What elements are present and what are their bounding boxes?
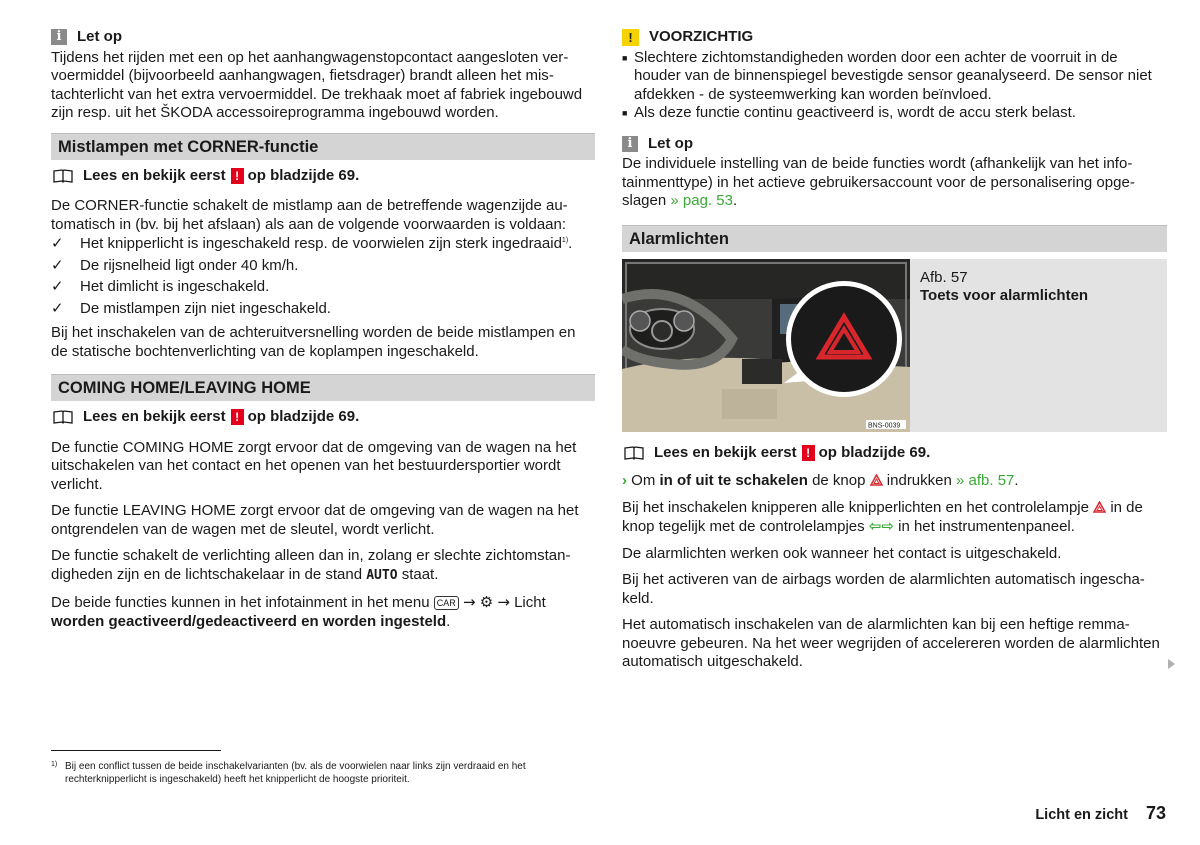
- list-item: ■ Als deze functie continu geactiveerd is, wordt de accu sterk belast.: [622, 104, 1076, 121]
- info-icon: i: [51, 29, 67, 45]
- dashboard-illustration: [622, 259, 910, 432]
- section-heading-alarmlichten: Alarmlichten: [622, 225, 1167, 252]
- figure-caption-block: [910, 259, 1088, 432]
- step-arrow-icon: ›: [622, 472, 627, 489]
- settings-gear-icon: ⚙: [479, 593, 494, 611]
- leaving-home-text: De functie LEAVING HOME zorgt ervoor dat de omgeving van de wagen na het ontgrendelen van de wagen met de sleutel, wordt verlicht.: [51, 502, 579, 538]
- note-body: Tijdens het rijden met een op het aanhangwagenstopcontact aangesloten vervoermiddel (bijvoorbeeld aanhangwagen, fietsdrager) brandt alleen het mistachterlicht van het extra vervoermiddel. De trekhaak moet af fabriek ingebouwd zijn resp. uit het ŠKODA accessoireprogramma ingebouwd worden.: [51, 48, 583, 121]
- dashboard-photo: [622, 259, 910, 432]
- alarm-p4: Het automatisch inschakelen van de alarmlichten kan bij een heftige remmanoeuvre gebeuren. Na het weer wegrijden of accelereren worden de alarmlichten automatisch uitgeschakeld.: [622, 616, 1160, 670]
- checkmark-icon: ✓: [51, 278, 64, 295]
- figure-link[interactable]: » afb. 57: [956, 472, 1015, 489]
- infotainment-menu-text: De beide functies kunnen in het infotainment in het menu CAR → ⚙ → Licht worden geactiveerd/gedeactiveerd en worden ingesteld.: [51, 593, 546, 630]
- bullet-icon: ■: [622, 108, 628, 118]
- corner-outro: Bij het inschakelen van de achteruitversnelling worden de beide mistlampen en de statische bochtenverlichting van de koplampen ingeschakeld.: [51, 324, 576, 360]
- footnote: [51, 750, 591, 786]
- section-heading-coming-home: COMING HOME/LEAVING HOME: [51, 374, 595, 401]
- figure-caption: Toets voor alarmlichten: [920, 287, 1089, 304]
- left-column: [51, 28, 595, 639]
- read-first-line: Lees en bekijk eerst ! op bladzijde 69.: [622, 444, 1167, 463]
- list-item: ✓ Het dimlicht is ingeschakeld.: [51, 278, 270, 295]
- conditions-list: [51, 235, 595, 318]
- note-let-op: [51, 28, 595, 123]
- list-item: ✓ De mistlampen zijn niet ingeschakeld.: [51, 299, 331, 317]
- figure-57: [622, 259, 1167, 432]
- continue-arrow-icon: [1168, 659, 1175, 669]
- checkmark-icon: ✓: [51, 235, 64, 252]
- list-item: ✓ De rijsnelheid ligt onder 40 km/h.: [51, 256, 299, 274]
- car-menu-icon: CAR: [434, 596, 459, 610]
- corner-intro: De CORNER-functie schakelt de mistlamp aan de betreffende wagenzijde automatisch in (bv. bij het afslaan) als aan de volgende voorwaarden is voldaan:: [51, 197, 568, 233]
- book-icon: [53, 410, 73, 424]
- hazard-triangle-icon: [1093, 501, 1106, 513]
- page-number: 73: [1145, 803, 1166, 823]
- menu-item-licht: Licht: [514, 594, 546, 611]
- note-title: Let op: [77, 28, 122, 45]
- alarm-p2: De alarmlichten werken ook wanneer het contact is uitgeschakeld.: [622, 544, 1062, 562]
- page-link[interactable]: » pag. 53: [670, 192, 733, 209]
- warning-icon: !: [622, 29, 639, 46]
- function-condition-text: De functie schakelt de verlichting alleen dan in, zolang er slechte zichtomstandigheden zijn en de lichtschakelaar in de stand AUTO staat.: [51, 547, 571, 583]
- checkmark-icon: ✓: [51, 256, 64, 274]
- turn-signal-arrows-icon: ⇦⇨: [868, 517, 894, 535]
- footnote-number: 1): [51, 761, 58, 768]
- bullet-icon: ■: [622, 52, 628, 63]
- auto-switch-label: AUTO: [366, 567, 398, 583]
- footnote-text: Bij een conflict tussen de beide inschakelvarianten (bv. als de voorwielen naar links zijn verdraaid en het rechterknipperlicht is ingeschakeld) heeft het knipperlicht de hoogste prioriteit.: [65, 761, 526, 785]
- warning-voorzichtig: [622, 28, 1167, 123]
- list-item: ✓ Het knipperlicht is ingeschakeld resp. de voorwielen zijn sterk ingedraaid$^{1)}$.: [51, 235, 573, 252]
- coming-home-text: De functie COMING HOME zorgt ervoor dat de omgeving van de wagen na het uitschakelen van het contact en het openen van het bestuurdersportier wordt verlicht.: [51, 438, 577, 493]
- section-heading-mistlampen: Mistlampen met CORNER-functie: [51, 133, 595, 160]
- hazard-triangle-icon: [870, 474, 883, 486]
- note-title: Let op: [648, 134, 693, 152]
- page-footer: [1035, 804, 1166, 825]
- book-icon: [53, 169, 73, 183]
- read-first-line: Lees en bekijk eerst ! op bladzijde 69.: [51, 408, 595, 427]
- alarm-p3: Bij het activeren van de airbags worden de alarmlichten automatisch ingeschakeld.: [622, 571, 1145, 607]
- figure-label: Afb. 57: [920, 268, 968, 286]
- figure-code: BNS-0039: [868, 422, 901, 429]
- info-icon: i: [622, 136, 638, 152]
- alarm-p1: Bij het inschakelen knipperen alle knipperlichten en het controlelampje in de knop tegelijk met de controlelampjes ⇦⇨ in het instrumentenpaneel.: [622, 498, 1143, 535]
- read-first-line: Lees en bekijk eerst ! op bladzijde 69.: [51, 167, 595, 186]
- chapter-title: Licht en zicht: [1035, 807, 1128, 823]
- footnote-rule: [51, 750, 221, 751]
- exclamation-icon: !: [231, 168, 244, 184]
- exclamation-icon: !: [802, 445, 815, 461]
- note-body: De individuele instelling van de beide functies wordt (afhankelijk van het infotainmenttype) in het actieve gebruikersaccount voor de personalisering opgeslagen » pag. 53.: [622, 155, 1135, 209]
- book-icon: [624, 446, 644, 460]
- list-item: ■ Slechtere zichtomstandigheden worden door een achter de voorruit in de houder van de binnenspiegel bevestigde sensor geanalyseerd. De sensor niet afdekken - de systeemwerking kan worden beïnvloed.: [622, 48, 1152, 103]
- checkmark-icon: ✓: [51, 299, 64, 317]
- exclamation-icon: !: [231, 409, 244, 425]
- step-instruction: › Om in of uit te schakelen de knop indrukken » afb. 57.: [622, 472, 1019, 489]
- footnote-ref: 1): [561, 237, 569, 244]
- warning-title: VOORZICHTIG: [649, 28, 754, 45]
- right-column: [622, 28, 1167, 680]
- note-let-op-2: [622, 135, 1167, 211]
